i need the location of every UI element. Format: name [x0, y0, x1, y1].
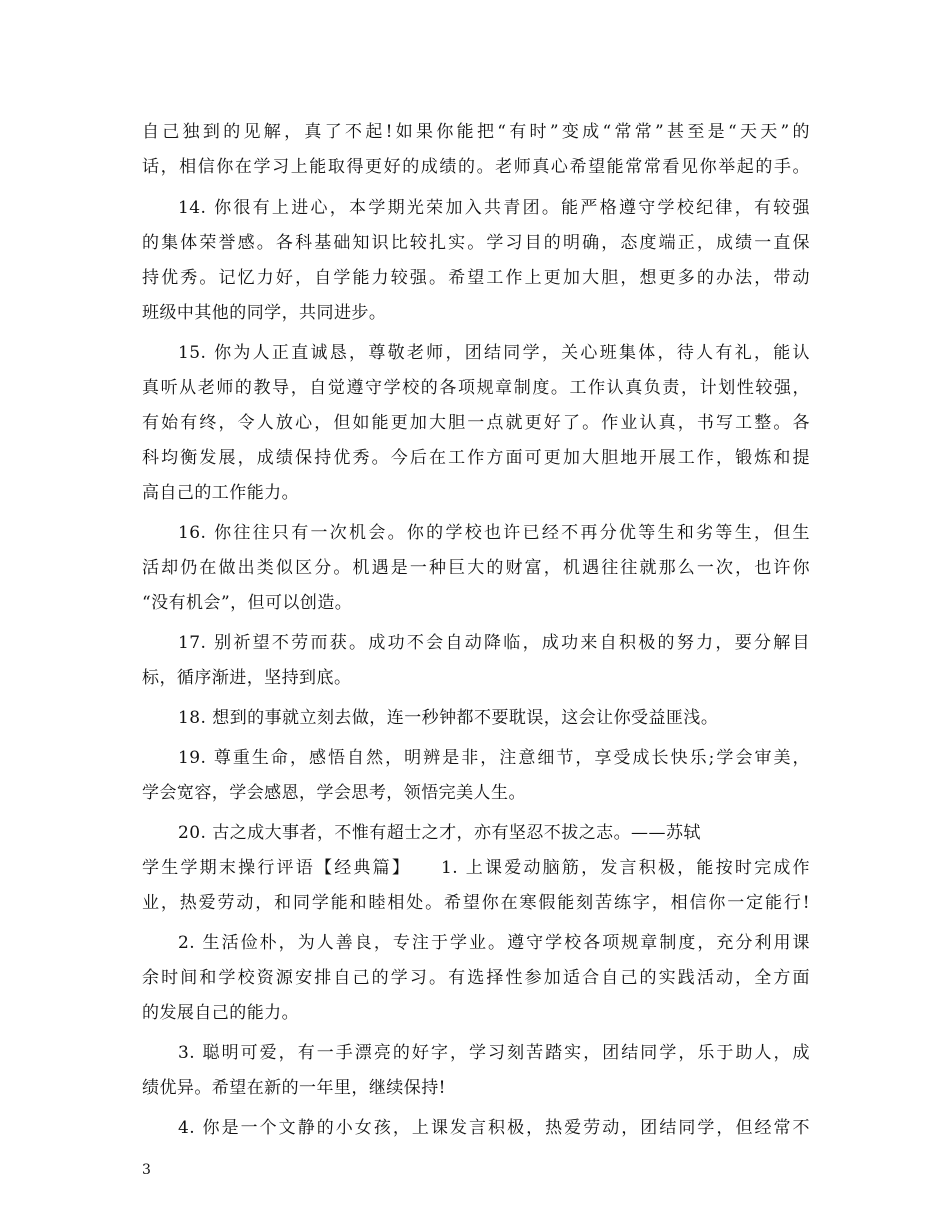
text-line: 4. 你是一个文静的小女孩，上课发言积极，热爱劳动，团结同学，但经常不: [178, 1118, 810, 1138]
text-line: 19. 尊重生命，感悟自然，明辨是非，注意细节，享受成长快乐;学会审美，: [178, 748, 810, 768]
text-line: 的集体荣誉感。各科基础知识比较扎实。学习目的明确，态度端正，成绩一直保: [142, 233, 810, 253]
text-line: 班级中其他的同学，共同进步。: [142, 303, 387, 323]
text-line: 学会宽容，学会感恩，学会思考，领悟完美人生。: [142, 783, 526, 803]
text-line: 科均衡发展，成绩保持优秀。今后在工作方面可更加大胆地开展工作，锻炼和提: [142, 448, 810, 468]
text-line: 业，热爱劳动，和同学能和睦相处。希望你在寒假能刻苦练字，相信你一定能行!: [142, 893, 810, 913]
text-line: 3. 聪明可爱，有一手漂亮的好字，学习刻苦踏实，团结同学，乐于助人，成: [178, 1043, 810, 1063]
text-line: 话，相信你在学习上能取得更好的成绩的。老师真心希望能常常看见你举起的手。: [142, 157, 810, 177]
text-line: 15. 你为人正直诚恳，尊敬老师，团结同学，关心班集体，待人有礼，能认: [178, 343, 810, 363]
text-line: 绩优异。希望在新的一年里，继续保持!: [142, 1078, 446, 1098]
text-line: 2. 生活俭朴，为人善良，专注于学业。遵守学校各项规章制度，充分利用课: [178, 933, 810, 953]
text-line: 活却仍在做出类似区分。机遇是一种巨大的财富，机遇往往就那么一次，也许你: [142, 558, 810, 578]
text-line: 标，循序渐进，坚持到底。: [142, 668, 352, 688]
text-line: 自己独到的见解，真了不起!如果你能把“有时”变成“常常”甚至是“天天”的: [142, 122, 810, 142]
text-line: 高自己的工作能力。: [142, 483, 300, 503]
text-line: “没有机会”，但可以创造。: [142, 593, 353, 613]
text-line: 17. 别祈望不劳而获。成功不会自动降临，成功来自积极的努力，要分解目: [178, 633, 810, 653]
text-line: 14. 你很有上进心，本学期光荣加入共青团。能严格遵守学校纪律，有较强: [178, 198, 810, 218]
text-line: 的发展自己的能力。: [142, 1003, 300, 1023]
text-line: 持优秀。记忆力好，自学能力较强。希望工作上更加大胆，想更多的办法，带动: [142, 268, 810, 288]
text-line: 16. 你往往只有一次机会。你的学校也许已经不再分优等生和劣等生，但生: [178, 523, 810, 543]
text-line: 有始有终，令人放心，但如能更加大胆一点就更好了。作业认真，书写工整。各: [142, 413, 810, 433]
text-line: 学生学期末操行评语【经典篇】 1. 上课爱动脑筋，发言积极，能按时完成作: [142, 858, 810, 878]
text-line: 真听从老师的教导，自觉遵守学校的各项规章制度。工作认真负责，计划性较强，: [142, 378, 810, 398]
text-line: 18. 想到的事就立刻去做，连一秒钟都不要耽误，这会让你受益匪浅。: [178, 708, 719, 728]
text-line: 余时间和学校资源安排自己的学习。有选择性参加适合自己的实践活动，全方面: [142, 968, 810, 988]
page-number: 3: [142, 1162, 151, 1178]
text-line: 20. 古之成大事者，不惟有超士之才，亦有坚忍不拔之志。——苏轼: [178, 823, 701, 843]
